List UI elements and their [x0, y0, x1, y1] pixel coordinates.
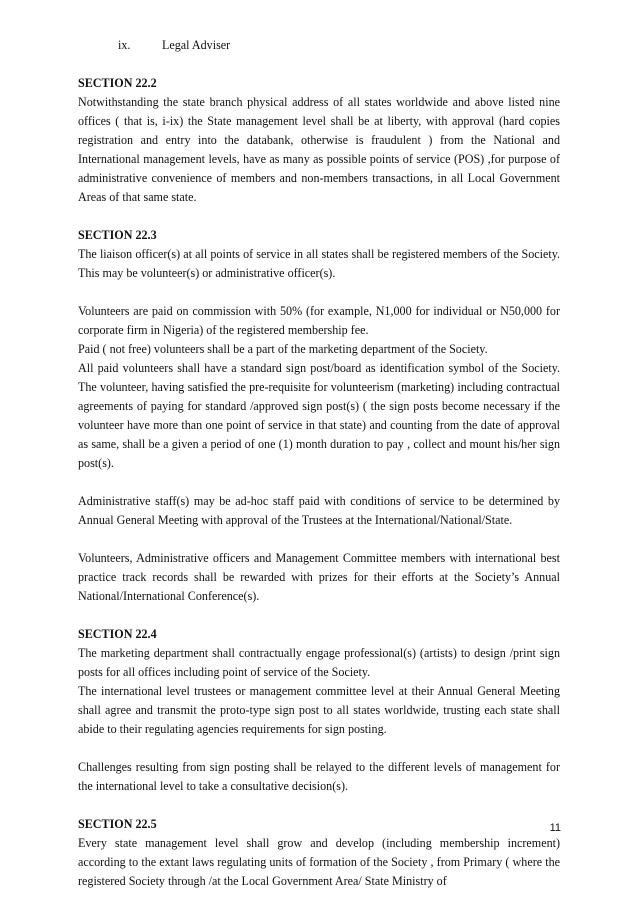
section-22-4-paragraph-2: The international level trustees or management committee level at their Annual General Meeting shall agree and transmit the proto-type sign post to all states worldwide, trusting each state shall abide to their regulating agencies requirements for sign posting.	[78, 684, 560, 736]
section-22-5-heading: SECTION 22.5	[78, 817, 157, 831]
section-22-2	[78, 74, 560, 207]
section-22-5-paragraph-1: Every state management level shall grow and develop (including membership increment) according to the extant laws regulating units of formation of the Society , from Primary ( where the registered Society through /at the Local Government Area/ State Ministry of	[78, 836, 560, 888]
section-22-3-paragraph-1: The liaison officer(s) at all points of service in all states shall be registered members of the Society. This may be volunteer(s) or administrative officer(s).	[78, 247, 560, 280]
section-22-3-paragraph-4: All paid volunteers shall have a standard sign post/board as identification symbol of the Society. The volunteer, having satisfied the pre-requisite for volunteerism (marketing) including contractual agreements of paying for standard /approved sign post(s) ( the sign posts become necessary if the volunteer have more than one point of service in that state) and counting from the date of approval as same, shall be a given a period of one (1) month duration to pay , collect and mount his/her sign post(s).	[78, 361, 560, 470]
section-22-2-paragraph-1: Notwithstanding the state branch physical address of all states worldwide and above listed nine offices ( that is, i-ix) the State management level shall be at liberty, with approval (hard copies registration and entry into the databank, otherwise is fraudulent ) from the National and International management levels, have as many as possible points of service (POS) ,for purpose of administrative convenience of members and non-members transactions, in all Local Government Areas of that same state.	[78, 95, 560, 204]
section-22-3-paragraph-5: Administrative staff(s) may be ad-hoc staff paid with conditions of service to be determined by Annual General Meeting with approval of the Trustees at the International/National/State.	[78, 494, 560, 527]
section-22-4	[78, 625, 560, 796]
page-content	[78, 36, 560, 891]
page-number: 11	[549, 822, 561, 834]
section-22-5	[78, 815, 560, 891]
section-22-4-heading: SECTION 22.4	[78, 627, 157, 641]
section-22-3-heading: SECTION 22.3	[78, 228, 157, 242]
section-22-3-paragraph-3: Paid ( not free) volunteers shall be a part of the marketing department of the Society.	[78, 342, 488, 356]
list-item-numeral: ix.	[118, 38, 131, 52]
section-22-3-paragraph-6: Volunteers, Administrative officers and Management Committee members with international best practice track records shall be rewarded with prizes for their efforts at the Society’s Annual National/International Conference(s).	[78, 551, 560, 603]
section-22-3-paragraph-2: Volunteers are paid on commission with 50% (for example, N1,000 for individual or N50,000 for corporate firm in Nigeria) of the registered membership fee.	[78, 304, 560, 337]
list-item-text: Legal Adviser	[162, 38, 231, 52]
section-22-2-heading: SECTION 22.2	[78, 76, 157, 90]
section-22-3	[78, 226, 560, 606]
section-22-4-paragraph-3: Challenges resulting from sign posting shall be relayed to the different levels of management for the international level to take a consultative decision(s).	[78, 760, 560, 793]
section-22-4-paragraph-1: The marketing department shall contractually engage professional(s) (artists) to design /print sign posts for all offices including point of service of the Society.	[78, 646, 560, 679]
list-item-ix	[78, 36, 560, 55]
